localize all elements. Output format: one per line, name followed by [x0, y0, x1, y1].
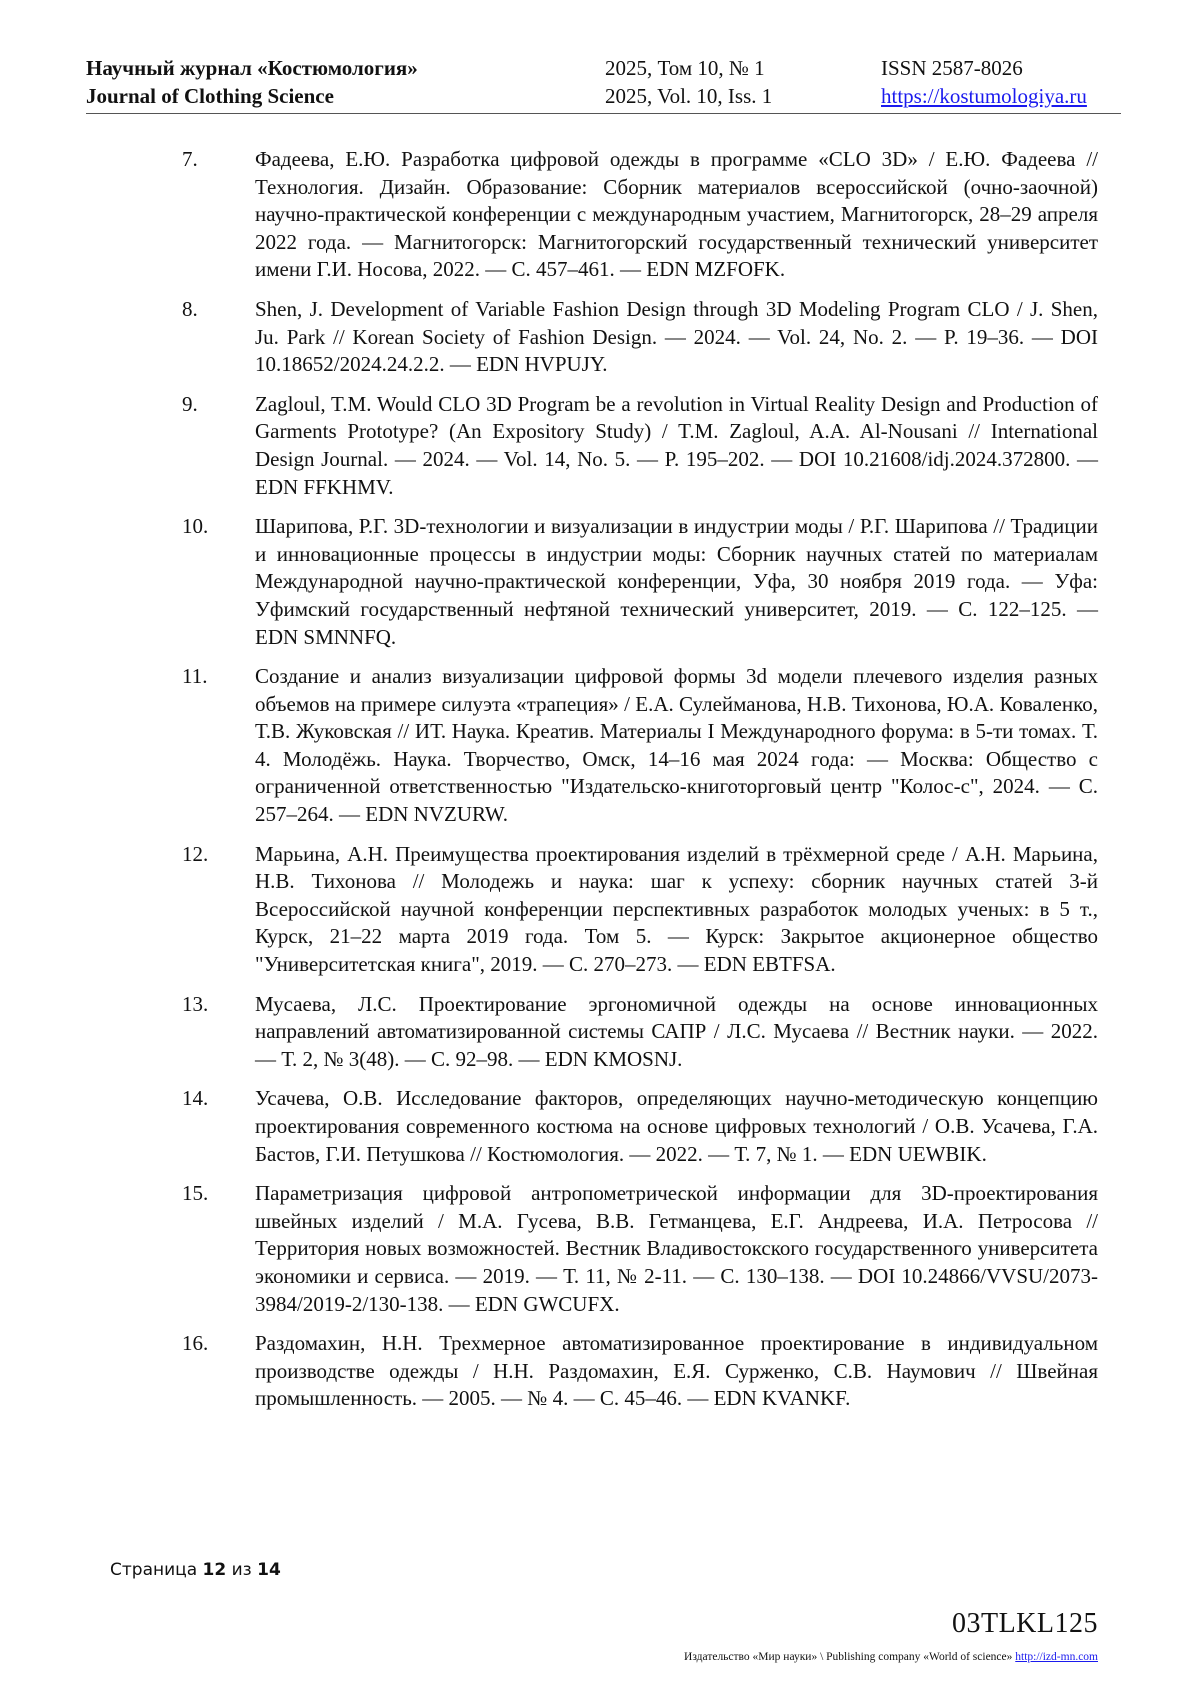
reference-text: Шарипова, Р.Г. 3D-технологии и визуализации в индустрии моды / Р.Г. Шарипова // Традиции и инновационные процессы в индустрии моды: Сборник научных статей по материалам Международной научно-практической конференции, Уфа, 30 ноября 2019 года. — Уфа: Уфимский государственный нефтяной технический университет, 2019. — С. 122–125. — EDN SMNNFQ. — [255, 514, 1098, 649]
publisher-link[interactable]: http://izd-mn.com — [1015, 1651, 1098, 1663]
reference-item — [86, 1085, 1098, 1168]
reference-number: 15. — [182, 1181, 209, 1206]
reference-text: Shen, J. Development of Variable Fashion Design through 3D Modeling Program CLO / J. Shen, Ju. Park // Korean Society of Fashion Design. — 2024. — Vol. 24, No. 2. — P. 19–36. — DOI 10.18652/2024.24.2.2. — EDN HVPUJY. — [255, 296, 1098, 377]
page-total: 14 — [257, 1560, 281, 1580]
issn: ISSN 2587-8026 — [881, 56, 1023, 80]
header-divider — [86, 113, 1121, 114]
reference-text: Раздомахин, Н.Н. Трехмерное автоматизированное проектирование в индивидуальном производстве одежды / Н.Н. Раздомахин, Е.Я. Сурженко, С.В. Наумович // Швейная промышленность. — 2005. — № 4. — С. 45–46. — EDN KVANKF. — [255, 1331, 1098, 1411]
reference-text: Фадеева, Е.Ю. Разработка цифровой одежды в программе «CLO 3D» / Е.Ю. Фадеева // Технология. Дизайн. Образование: Сборник материалов всероссийской (очно-заочной) научно-практической конференции с международным участием, Магнитогорск, 28–29 апреля 2022 года. — Магнитогорск: Магнитогорский государственный технический университет имени Г.И. Носова, 2022. — С. 457–461. — EDN MZFOFK. — [255, 147, 1098, 282]
issue-info-en: 2025, Vol. 10, Iss. 1 — [605, 84, 773, 108]
reference-number: 10. — [182, 514, 209, 539]
reference-item — [86, 513, 1098, 651]
article-code: 03TLKL125 — [951, 1608, 1098, 1639]
page-label: Страница — [110, 1560, 198, 1580]
reference-number: 11. — [182, 664, 208, 689]
reference-number: 12. — [182, 841, 209, 866]
reference-item — [86, 296, 1098, 379]
issue-info-block — [605, 54, 772, 110]
reference-item — [86, 663, 1098, 829]
page-number — [110, 1560, 281, 1580]
reference-item — [86, 991, 1098, 1074]
reference-item — [86, 841, 1098, 979]
journal-title-en: Journal of Clothing Science — [86, 84, 334, 108]
reference-text: Мусаева, Л.С. Проектирование эргономичной одежды на основе инновационных направлений автоматизированной системы САПР / Л.С. Мусаева // Вестник науки. — 2022. — Т. 2, № 3(48). — С. 92–98. — EDN KMOSNJ. — [255, 991, 1098, 1071]
reference-text: Zagloul, T.M. Would CLO 3D Program be a revolution in Virtual Reality Design and Production of Garments Prototype? (An Expository Study) / T.M. Zagloul, A.A. Al-Nousani // International Design Journal. — 2024. — Vol. 14, No. 5. — P. 195–202. — DOI 10.21608/idj.2024.372800. — EDN FFKHMV. — [255, 391, 1098, 499]
reference-text: Марьина, А.Н. Преимущества проектирования изделий в трёхмерной среде / А.Н. Марьина, Н.В. Тихонова // Молодежь и наука: шаг к успеху: сборник научных статей 3-й Всероссийской научной конференции перспективных разработок молодых ученых: в 5 т., Курск, 21–22 марта 2019 года. Том 5. — Курск: Закрытое акционерное общество "Университетская книга", 2019. — С. 270–273. — EDN EBTFSA. — [255, 841, 1098, 977]
reference-number: 13. — [182, 991, 209, 1016]
journal-title-block — [86, 54, 418, 110]
reference-list — [86, 146, 1098, 1425]
reference-item — [86, 146, 1098, 284]
reference-number: 7. — [182, 147, 198, 171]
journal-title-ru: Научный журнал «Костюмология» — [86, 56, 418, 80]
reference-number: 14. — [182, 1086, 209, 1111]
reference-item — [86, 1330, 1098, 1413]
reference-text: Усачева, О.В. Исследование факторов, определяющих научно-методическую концепцию проектирования современного костюма на основе цифровых технологий / О.В. Усачева, Г.А. Бастов, Г.И. Петушкова // Костюмология. — 2022. — Т. 7, № 1. — EDN UEWBIK. — [255, 1086, 1098, 1166]
reference-item — [86, 391, 1098, 501]
reference-text: Параметризация цифровой антропометрической информации для 3D-проектирования швейных изделий / М.А. Гусева, В.В. Гетманцева, Е.Г. Андреева, И.А. Петросова // Территория новых возможностей. Вестник Владивостокского государственного университета экономики и сервиса. — 2019. — Т. 11, № 2-11. — С. 130–138. — DOI 10.24866/VVSU/2073-3984/2019-2/130-138. — EDN GWCUFX. — [255, 1181, 1098, 1316]
page-current: 12 — [202, 1560, 227, 1580]
publisher-name: Издательство «Мир науки» \ Publishing company «World of science» — [684, 1651, 1013, 1663]
journal-link[interactable]: https://kostumologiya.ru — [881, 84, 1087, 108]
reference-number: 16. — [182, 1331, 209, 1356]
page-header — [86, 54, 1121, 112]
reference-number: 9. — [182, 391, 198, 416]
publisher-line — [684, 1651, 1098, 1663]
reference-text: Создание и анализ визуализации цифровой формы 3d модели плечевого изделия разных объемов на примере силуэта «трапеция» / Е.А. Сулейманова, Н.В. Тихонова, Ю.А. Коваленко, Т.В. Жуковская // ИТ. Наука. Креатив. Материалы I Международного форума: в 5-ти томах. Т. 4. Молодёжь. Наука. Творчество, Омск, 14–16 мая 2024 года: — Москва: Общество с ограниченной ответственностью "Издательско-книготорговый центр "Колос-с", 2024. — С. 257–264. — EDN NVZURW. — [255, 664, 1098, 827]
reference-number: 8. — [182, 296, 198, 321]
reference-item — [86, 1180, 1098, 1318]
page-of: из — [231, 1560, 252, 1580]
issn-block — [881, 54, 1087, 110]
issue-info-ru: 2025, Том 10, № 1 — [605, 56, 765, 80]
